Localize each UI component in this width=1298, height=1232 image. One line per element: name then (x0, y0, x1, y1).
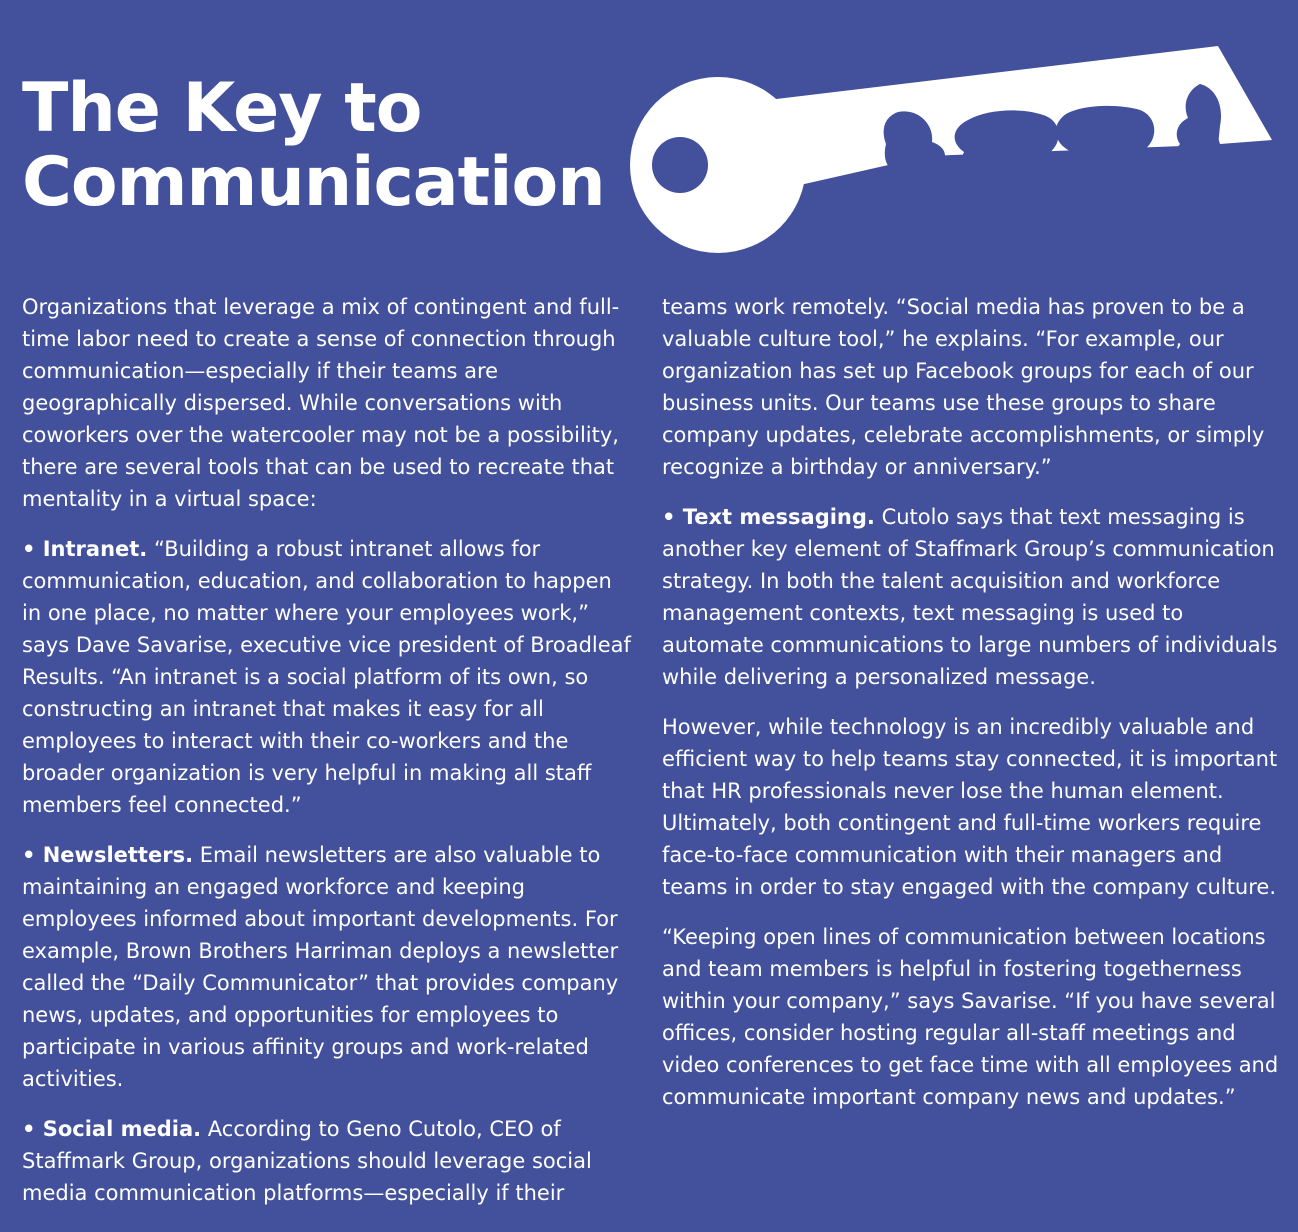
left-column (22, 291, 637, 1209)
social-media-text: According to Geno Cutolo, CEO of Staffmark Group, organizations should leverage social media communication platforms—especially if their (22, 1117, 592, 1205)
text-messaging-text: Cutolo says that text messaging is another key element of Staffmark Group’s communication strategy. In both the talent acquisition and workforce management contexts, text messaging is used to automate communications to large numbers of individuals while delivering a personalized message. (662, 505, 1278, 689)
intro-paragraph: Organizations that leverage a mix of contingent and full-time labor need to create a sense of connection through communication—especially if their teams are geographically dispersed. While conversations with coworkers over the watercooler may not be a possibility, there are several tools that can be used to recreate that mentality in a virtual space: (22, 295, 620, 511)
however-paragraph: However, while technology is an incredibly valuable and efficient way to help teams stay connected, it is important that HR professionals never lose the human element. Ultimately, both contingent and full-time workers require face-to-face communication with their managers and teams in order to stay engaged with the company culture. (662, 715, 1278, 899)
intranet-text: “Building a robust intranet allows for communication, education, and collaboration to happen in one place, no matter where your employees work,” says Dave Savarise, executive vice president of Broadleaf Results. “An intranet is a social platform of its own, so constructing an intranet that makes it easy for all employees to interact with their co-workers and the broader organization is very helpful in making all staff members feel connected.” (22, 537, 631, 817)
title-line-2: Communication (22, 143, 605, 222)
social-media-continuation: teams work remotely. “Social media has proven to be a valuable culture tool,” he explains. “For example, our organization has set up Facebook groups for each of our business units. Our teams use these groups to share company updates, celebrate accomplishments, or simply recognize a birthday or anniversary.” (662, 295, 1265, 479)
text-messaging-paragraph (662, 501, 1282, 693)
text-messaging-lead: • Text messaging. (662, 505, 875, 529)
title-line-1: The Key to (22, 69, 422, 148)
social-media-paragraph (22, 1113, 637, 1209)
right-column (662, 291, 1282, 1113)
newsletters-lead: • Newsletters. (22, 843, 194, 867)
intranet-paragraph (22, 533, 637, 821)
newsletters-text: Email newsletters are also valuable to maintaining an engaged workforce and keeping employees informed about important developments. For example, Brown Brothers Harriman deploys a newsletter called the “Daily Communicator” that provides company news, updates, and opportunities for employees to participate in various affinity groups and work-related activities. (22, 843, 619, 1091)
social-media-lead: • Social media. (22, 1117, 202, 1141)
closing-quote-paragraph: “Keeping open lines of communication between locations and team members is helpful in fostering togetherness within your company,” says Savarise. “If you have several offices, consider hosting regular all-staff meetings and video conferences to get face time with all employees and communicate important company news and updates.” (662, 925, 1279, 1109)
intranet-lead: • Intranet. (22, 537, 148, 561)
newsletters-paragraph (22, 839, 637, 1095)
key-with-speech-bubbles-icon (628, 40, 1278, 272)
page-title (22, 69, 605, 222)
